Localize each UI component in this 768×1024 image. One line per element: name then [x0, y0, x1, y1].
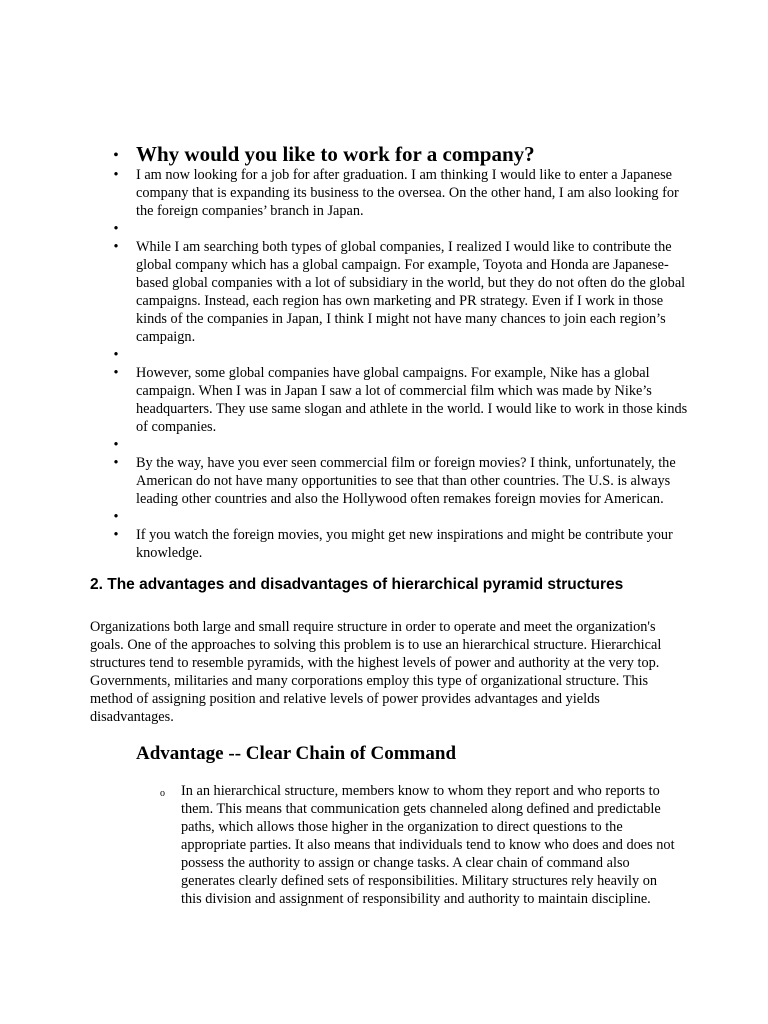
- advantage-heading: Advantage -- Clear Chain of Command: [136, 743, 457, 764]
- intro-paragraph: Organizations both large and small require structure in order to operate and meet the organization's goals. One of the approaches to solving this problem is to use an hierarchical structure. Hierarchical structures tend to resemble pyramids, with the highest levels of power and authority at the very top. Governments, militaries and many corporations employ this type of organizational structure. This method of assigning position and relative levels of power provides advantages and yields disadvantages.: [90, 619, 662, 725]
- empty-list-item: [110, 508, 690, 526]
- empty-list-item: [110, 436, 690, 454]
- advantage-list: [160, 782, 680, 908]
- bullet-icon: •: [113, 221, 119, 237]
- bullet-icon: •: [113, 167, 119, 183]
- empty-list-item: [110, 220, 690, 238]
- heading-text: Why would you like to work for a company?: [136, 142, 535, 166]
- advantage-text: In an hierarchical structure, members know to whom they report and who reports to them. This means that communication gets channeled along defined and predictable paths, which allows those higher in the organization to direct questions to the appropriate parties. It also means that individuals tend to know who does and does not possess the authority to assign or change tasks. A clear chain of command also generates clearly defined sets of responsibilities. Military structures rely heavily on this division and assignment of responsibility and authority to maintain discipline.: [181, 783, 675, 907]
- list-item: [110, 454, 690, 508]
- list-item: [110, 238, 690, 346]
- bullet-list: [110, 142, 690, 562]
- bullet-icon: •: [113, 455, 119, 471]
- section-title: 2. The advantages and disadvantages of hierarchical pyramid structures: [90, 576, 624, 593]
- list-item-text: I am now looking for a job for after graduation. I am thinking I would like to enter a Japanese company that is expanding its business to the oversea. On the other hand, I am also looking for the foreign companies’ branch in Japan.: [136, 167, 679, 219]
- list-item: [110, 526, 690, 562]
- bullet-icon: •: [113, 239, 119, 255]
- list-item-text: While I am searching both types of global companies, I realized I would like to contribute the global company which has a global campaign. For example, Toyota and Honda are Japanese-based global companies with a lot of subsidiary in the world, but they do not often do the global campaigns. Instead, each region has own marketing and PR strategy. Even if I work in those kinds of the companies in Japan, I think I might not have many chances to join each region’s campaign.: [136, 239, 686, 345]
- list-heading: [110, 142, 690, 166]
- circle-bullet-icon: o: [160, 788, 165, 799]
- list-item-text: If you watch the foreign movies, you might get new inspirations and might be contribute your knowledge.: [136, 527, 673, 561]
- empty-list-item: [110, 346, 690, 364]
- list-item-text: However, some global companies have global campaigns. For example, Nike has a global campaign. When I was in Japan I saw a lot of commercial film which was made by Nike’s headquarters. They use same slogan and athlete in the world. I would like to work in those kinds of companies.: [136, 365, 688, 435]
- list-item: [110, 166, 690, 220]
- bullet-icon: •: [113, 347, 119, 363]
- advantage-item: [160, 782, 680, 908]
- bullet-icon: •: [113, 509, 119, 525]
- list-item: [110, 364, 690, 436]
- bullet-icon: •: [113, 527, 119, 543]
- bullet-icon: •: [113, 437, 119, 453]
- bullet-icon: •: [113, 148, 119, 163]
- bullet-icon: •: [113, 365, 119, 381]
- list-item-text: By the way, have you ever seen commercial film or foreign movies? I think, unfortunately, the American do not have many opportunities to see that than other countries. The U.S. is always leading other countries and also the Hollywood often remakes foreign movies for American.: [136, 455, 676, 507]
